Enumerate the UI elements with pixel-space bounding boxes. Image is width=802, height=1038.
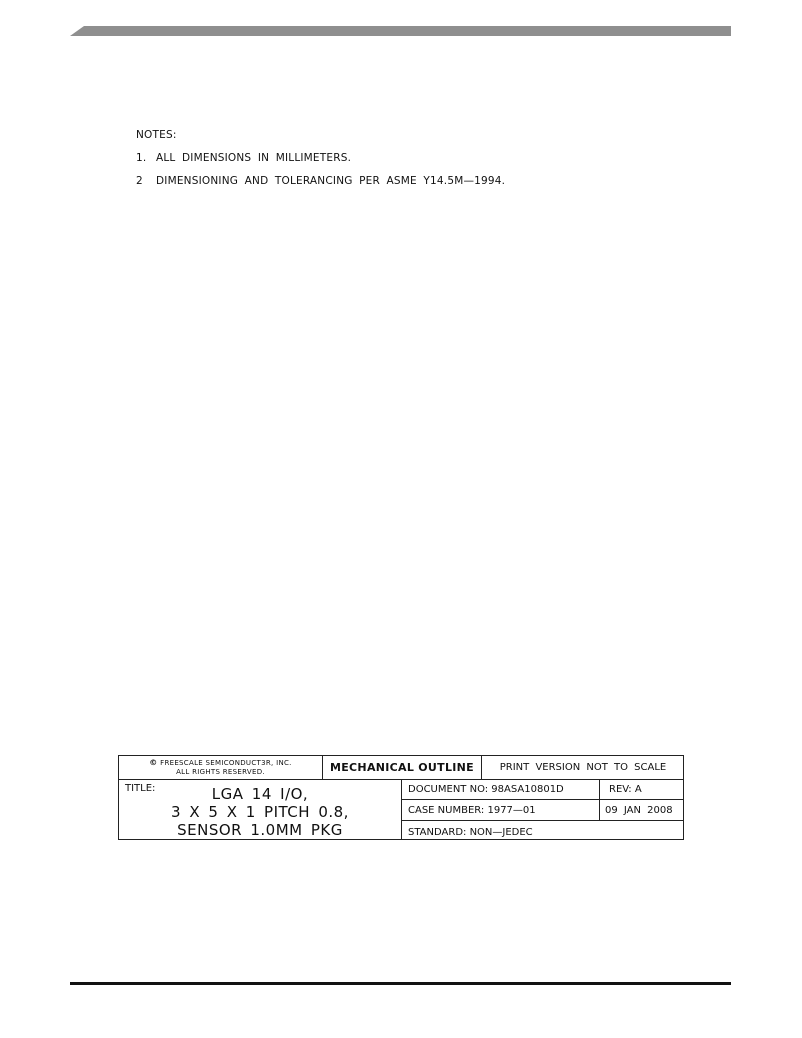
copyright-icon: © — [149, 758, 158, 767]
copyright-line-1: FREESCALE SEMICONDUCT3R, INC. — [160, 759, 292, 767]
title-line-1: LGA 14 I/O, — [211, 785, 309, 803]
mechanical-outline-label: MECHANICAL OUTLINE — [330, 761, 474, 774]
case-number: CASE NUMBER: 1977—01 — [408, 805, 536, 816]
footer-rule — [70, 982, 731, 985]
note-text: DIMENSIONING AND TOLERANCING PER ASME Y14.5M—1994. — [156, 175, 506, 187]
divider — [401, 820, 683, 821]
copyright-notice — [119, 756, 322, 779]
document-number: DOCUMENT NO: 98ASA10801D — [408, 784, 564, 795]
date: 09 JAN 2008 — [605, 805, 673, 816]
notes-section — [136, 129, 505, 198]
title-label: TITLE: — [125, 783, 156, 794]
note-number: 1. — [136, 152, 147, 164]
title-line-3: SENSOR 1.0MM PKG — [177, 821, 343, 839]
title-line-2: 3 X 5 X 1 PITCH 0.8, — [171, 803, 349, 821]
note-text: ALL DIMENSIONS IN MILLIMETERS. — [156, 152, 352, 164]
title-block — [118, 755, 684, 840]
copyright-line-2: ALL RIGHTS RESERVED. — [176, 767, 265, 776]
note-number: 2 — [136, 175, 143, 187]
standard: STANDARD: NON—JEDEC — [408, 827, 533, 838]
divider — [401, 799, 683, 800]
divider — [401, 779, 402, 839]
note-item — [136, 152, 505, 164]
print-version-label: PRINT VΕRSION NOT TO SCALE — [499, 762, 667, 773]
note-item — [136, 175, 505, 187]
revision: REV: A — [609, 784, 642, 795]
header-bar — [70, 26, 731, 36]
notes-heading: NOTES: — [136, 129, 177, 141]
